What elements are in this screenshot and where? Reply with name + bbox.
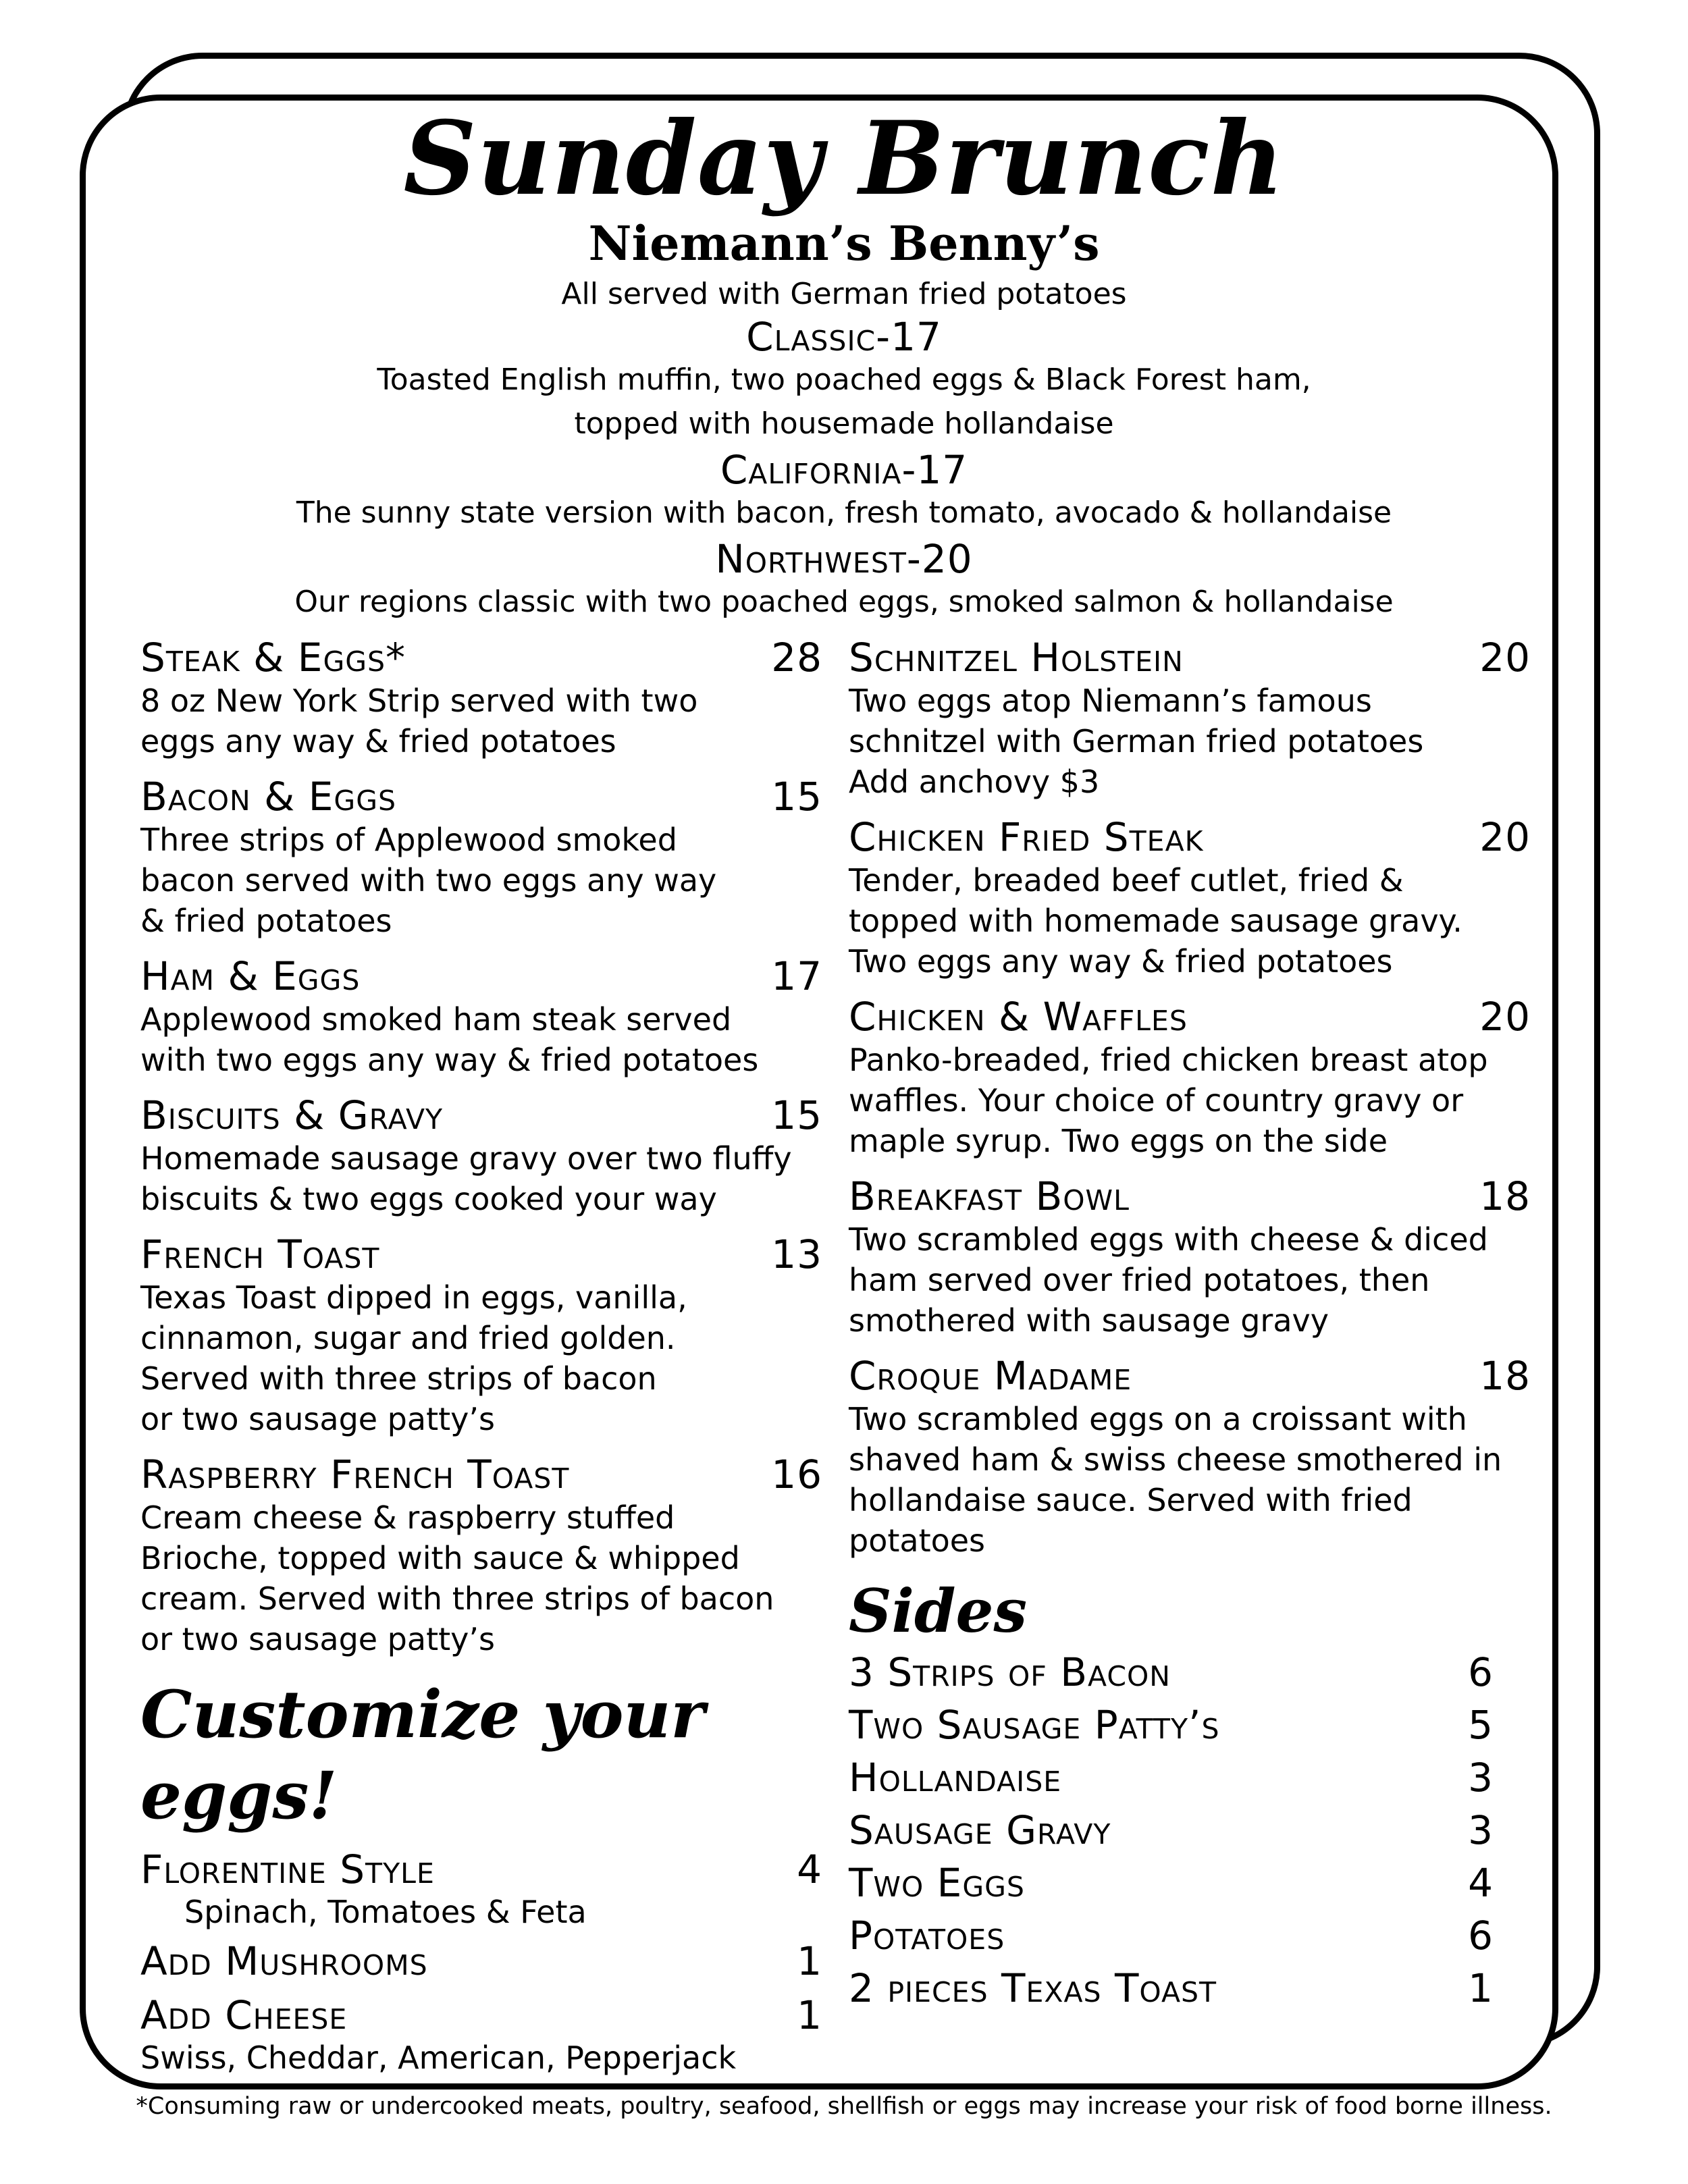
item-price: 20 bbox=[1479, 635, 1531, 681]
item-price: 15 bbox=[771, 774, 822, 820]
item-description: Texas Toast dipped in eggs, vanilla, cinnamon, sugar and fried golden. Served with three strips of bacon or two sausage patty’s bbox=[140, 1279, 687, 1437]
side-name: Two Eggs bbox=[849, 1860, 1025, 1906]
benny-classic-name: Classic-17 bbox=[746, 314, 942, 360]
item-description: Homemade sausage gravy over two fluffy biscuits & two eggs cooked your way bbox=[140, 1140, 792, 1217]
side-item bbox=[849, 1909, 1531, 1962]
item-description: Three strips of Applewood smoked bacon served with two eggs any way & fried potatoes bbox=[140, 822, 717, 939]
egg-option bbox=[140, 1992, 822, 2077]
item-price: 17 bbox=[771, 953, 822, 999]
item-name: Biscuits & Gravy bbox=[140, 1092, 444, 1138]
side-name: 3 Strips of Bacon bbox=[849, 1649, 1171, 1695]
item-name: Steak & Eggs* bbox=[140, 635, 406, 681]
item-price: 15 bbox=[771, 1092, 822, 1138]
item-name: Croque Madame bbox=[849, 1353, 1132, 1399]
item-price: 28 bbox=[771, 635, 822, 681]
menu-item bbox=[849, 814, 1531, 982]
item-description: Panko-breaded, fried chicken breast atop waffles. Your choice of country gravy or maple syrup. Two eggs on the side bbox=[849, 1042, 1488, 1159]
benny-california-name: California-17 bbox=[720, 447, 968, 493]
side-price: 6 bbox=[1468, 1913, 1494, 1959]
option-name: Add Cheese bbox=[140, 1992, 348, 2038]
egg-option bbox=[140, 1938, 822, 1985]
item-price: 13 bbox=[771, 1231, 822, 1277]
bennys-subtitle: All served with German fried potatoes bbox=[561, 277, 1127, 311]
side-item bbox=[849, 1751, 1531, 1804]
menu-item bbox=[140, 1231, 822, 1439]
option-name: Add Mushrooms bbox=[140, 1938, 428, 1984]
option-description: Swiss, Cheddar, American, Pepperjack bbox=[140, 2040, 737, 2076]
side-item bbox=[849, 1857, 1531, 1909]
menu-item bbox=[849, 1353, 1531, 1561]
option-price: 1 bbox=[797, 1992, 822, 2038]
menu-item bbox=[140, 635, 822, 762]
item-description: Cream cheese & raspberry stuffed Brioche, topped with sauce & whipped cream. Served with three strips of bacon or two sausage patty’s bbox=[140, 1499, 774, 1657]
item-price: 20 bbox=[1479, 994, 1531, 1040]
menu-title: Sunday Brunch bbox=[403, 99, 1285, 218]
item-price: 18 bbox=[1479, 1173, 1531, 1219]
sides-heading: Sides bbox=[849, 1576, 1028, 1646]
item-name: Chicken & Waffles bbox=[849, 994, 1188, 1040]
item-name: Chicken Fried Steak bbox=[849, 814, 1204, 860]
side-price: 5 bbox=[1468, 1702, 1494, 1748]
side-item bbox=[849, 1804, 1531, 1857]
item-description: Two scrambled eggs with cheese & diced ham served over fried potatoes, then smothered with sausage gravy bbox=[849, 1221, 1488, 1339]
side-price: 3 bbox=[1468, 1807, 1494, 1853]
benny-classic-desc-2: topped with housemade hollandaise bbox=[574, 406, 1114, 441]
option-price: 1 bbox=[797, 1938, 822, 1984]
side-price: 1 bbox=[1468, 1965, 1494, 2011]
customize-heading: Customize your eggs! bbox=[140, 1676, 705, 1834]
side-item bbox=[849, 1699, 1531, 1751]
side-name: Two Sausage Patty’s bbox=[849, 1702, 1220, 1748]
benny-classic-desc-1: Toasted English muffin, two poached eggs & Black Forest ham, bbox=[377, 363, 1311, 397]
item-name: Breakfast Bowl bbox=[849, 1173, 1130, 1219]
side-price: 6 bbox=[1468, 1649, 1494, 1695]
benny-california-desc: The sunny state version with bacon, fresh tomato, avocado & hollandaise bbox=[296, 496, 1392, 530]
menu-item bbox=[849, 635, 1531, 802]
side-name: Hollandaise bbox=[849, 1755, 1062, 1801]
side-price: 4 bbox=[1468, 1860, 1494, 1906]
food-safety-disclaimer: *Consuming raw or undercooked meats, poultry, seafood, shellfish or eggs may increase your risk of food borne illness. bbox=[136, 2093, 1552, 2120]
side-name: Sausage Gravy bbox=[849, 1807, 1111, 1853]
left-column bbox=[140, 635, 822, 2083]
option-name: Florentine Style bbox=[140, 1846, 435, 1892]
item-name: French Toast bbox=[140, 1231, 380, 1277]
item-name: Raspberry French Toast bbox=[140, 1451, 570, 1497]
item-name: Bacon & Eggs bbox=[140, 774, 397, 820]
item-price: 20 bbox=[1479, 814, 1531, 860]
menu-item bbox=[140, 953, 822, 1080]
menu-item bbox=[849, 1173, 1531, 1341]
item-price: 16 bbox=[771, 1451, 822, 1497]
option-price: 4 bbox=[797, 1846, 822, 1892]
side-price: 3 bbox=[1468, 1755, 1494, 1801]
egg-option bbox=[140, 1846, 822, 1931]
item-description: Two eggs atop Niemann’s famous schnitzel with German fried potatoes Add anchovy $3 bbox=[849, 683, 1424, 800]
side-name: 2 pieces Texas Toast bbox=[849, 1965, 1217, 2011]
menu-item bbox=[849, 994, 1531, 1161]
item-name: Schnitzel Holstein bbox=[849, 635, 1184, 681]
item-price: 18 bbox=[1479, 1353, 1531, 1399]
option-description: Spinach, Tomatoes & Feta bbox=[184, 1894, 587, 1930]
menu-item bbox=[140, 774, 822, 941]
item-description: Applewood smoked ham steak served with two eggs any way & fried potatoes bbox=[140, 1001, 759, 1078]
benny-northwest-desc: Our regions classic with two poached eggs, smoked salmon & hollandaise bbox=[294, 585, 1394, 619]
menu-item bbox=[140, 1092, 822, 1219]
side-item bbox=[849, 1646, 1531, 1699]
right-column bbox=[849, 635, 1531, 2015]
item-description: 8 oz New York Strip served with two eggs any way & fried potatoes bbox=[140, 683, 698, 760]
menu-item bbox=[140, 1451, 822, 1659]
item-description: Two scrambled eggs on a croissant with shaved ham & swiss cheese smothered in hollandaise sauce. Served with fried potatoes bbox=[849, 1401, 1502, 1559]
benny-northwest-name: Northwest-20 bbox=[715, 536, 973, 582]
side-name: Potatoes bbox=[849, 1913, 1005, 1959]
bennys-heading: Niemann’s Benny’s bbox=[588, 215, 1100, 271]
item-description: Tender, breaded beef cutlet, fried & topped with homemade sausage gravy. Two eggs any way & fried potatoes bbox=[849, 862, 1462, 980]
item-name: Ham & Eggs bbox=[140, 953, 361, 999]
side-item bbox=[849, 1962, 1531, 2015]
